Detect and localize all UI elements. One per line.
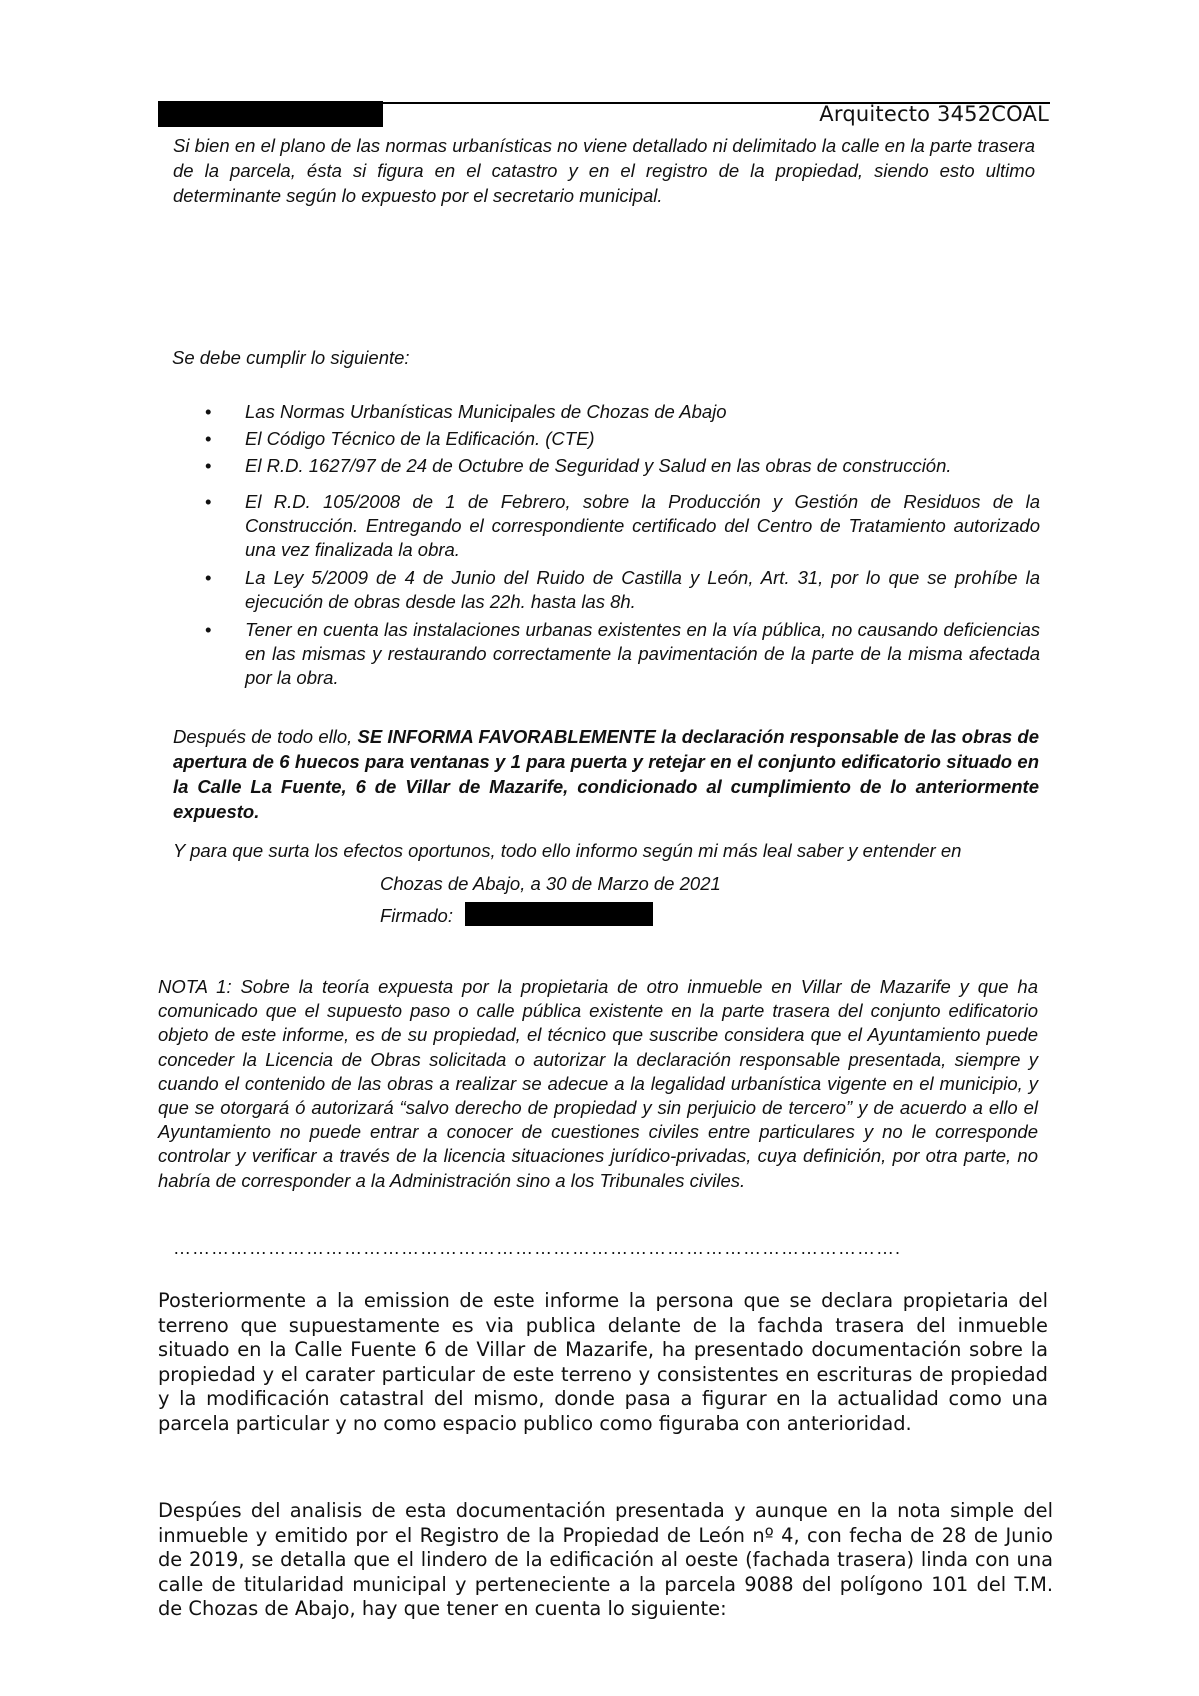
list-item [205, 454, 1040, 478]
list-item-text: La Ley 5/2009 de 4 de Junio del Ruido de Castilla y León, Art. 31, por lo que se prohíbe la ejecución de obras desde las 22h. hasta las 8h. [245, 567, 1040, 612]
conclusion-bold: SE INFORMA FAVORABLEMENTE la declaración responsable de las obras de apertura de 6 huecos para ventanas y 1 para puerta y retejar en el conjunto edificatorio situado en la Calle La Fuente, 6 de Villar de Mazarife, condicionado al cumplimiento de lo anteriormente expuesto. [173, 726, 1039, 822]
list-item-text: Tener en cuenta las instalaciones urbanas existentes en la vía pública, no causando deficiencias en las mismas y restaurando correctamente la pavimentación de la parte de la misma afectada por la obra. [245, 619, 1040, 688]
requirements-list [205, 400, 1040, 690]
header-title: Arquitecto 3452COAL [819, 102, 1049, 126]
intro-paragraph: Si bien en el plano de las normas urbanísticas no viene detallado ni delimitado la calle en la parte trasera de la parcela, ésta si figura en el catastro y en el registro de la propiedad, siendo esto ultimo determinante según lo expuesto por el secretario municipal. [173, 135, 1035, 206]
list-item [205, 427, 1040, 451]
list-item-text: El R.D. 105/2008 de 1 de Febrero, sobre la Producción y Gestión de Residuos de la Construcción. Entregando el correspondiente certificado del Centro de Tratamiento autorizado una vez finalizada la obra. [245, 491, 1040, 560]
redacted-author-block [158, 101, 383, 127]
bullet-icon: • [205, 619, 212, 640]
closing-line: Y para que surta los efectos oportunos, todo ello informo según mi más leal saber y entender en [173, 840, 962, 861]
conclusion-paragraph [173, 724, 1039, 824]
bullet-icon: • [205, 428, 212, 449]
list-item-text: Las Normas Urbanísticas Municipales de Chozas de Abajo [245, 401, 727, 422]
place-date: Chozas de Abajo, a 30 de Marzo de 2021 [380, 873, 721, 894]
list-item [205, 490, 1040, 562]
redacted-signature-block [465, 902, 653, 926]
list-item [205, 566, 1040, 614]
bullet-icon: • [205, 567, 212, 588]
signed-label: Firmado: [380, 905, 453, 926]
addendum-paragraph-2: Despúes del analisis de esta documentación presentada y aunque en la nota simple del inmueble y emitido por el Registro de la Propiedad de León nº 4, con fecha de 28 de Junio de 2019, se detalla que el lindero de la edificación al oeste (fachada trasera) linda con una calle de titularidad municipal y perteneciente a la parcela 9088 del polígono 101 del T.M. de Chozas de Abajo, hay que tener en cuenta lo siguiente: [158, 1499, 1053, 1620]
list-item [205, 400, 1040, 424]
addendum-paragraph-1: Posteriormente a la emission de este informe la persona que se declara propietaria del terreno que supuestamente es via publica delante de la fachda trasera del inmueble situado en la Calle Fuente 6 de Villar de Mazarife, ha presentado documentación sobre la propiedad y el carater particular de este terreno y consistentes en escrituras de propiedad y la modificación catastral del mismo, donde pasa a figurar en la actualidad como una parcela particular y no como espacio publico como figuraba con anterioridad. [158, 1289, 1048, 1435]
list-item-text: El Código Técnico de la Edificación. (CTE) [245, 428, 595, 449]
conclusion-lead: Después de todo ello, [173, 726, 358, 747]
list-item [205, 618, 1040, 690]
note-1-paragraph: NOTA 1: Sobre la teoría expuesta por la propietaria de otro inmueble en Villar de Mazarife y que ha comunicado que el supuesto paso o calle pública existente en la parte trasera del conjunto edificatorio objeto de este informe, es de su propiedad, el técnico que suscribe considera que el Ayuntamiento puede conceder la Licencia de Obras solicitada o autorizar la declaración responsable presentada, siempre y cuando el contenido de las obras a realizar se adecue a la legalidad urbanística vigente en el municipio, y que se otorgará ó autorizará “salvo derecho de propiedad y sin perjuicio de tercero” y de acuerdo a ello el Ayuntamiento no puede entrar a conocer de cuestiones civiles entre particulares y no le corresponde controlar y verificar a través de la licencia situaciones jurídico-privadas, cuya definición, por otra parte, no habría de corresponder a la Administración sino a los Tribunales civiles. [158, 976, 1038, 1191]
list-item-text: El R.D. 1627/97 de 24 de Octubre de Seguridad y Salud en las obras de construcción. [245, 455, 952, 476]
bullet-icon: • [205, 491, 212, 512]
requirements-heading: Se debe cumplir lo siguiente: [172, 347, 410, 368]
separator-dots: ……………………………………………………………………………………………………. [173, 1238, 902, 1258]
bullet-icon: • [205, 401, 212, 422]
bullet-icon: • [205, 455, 212, 476]
